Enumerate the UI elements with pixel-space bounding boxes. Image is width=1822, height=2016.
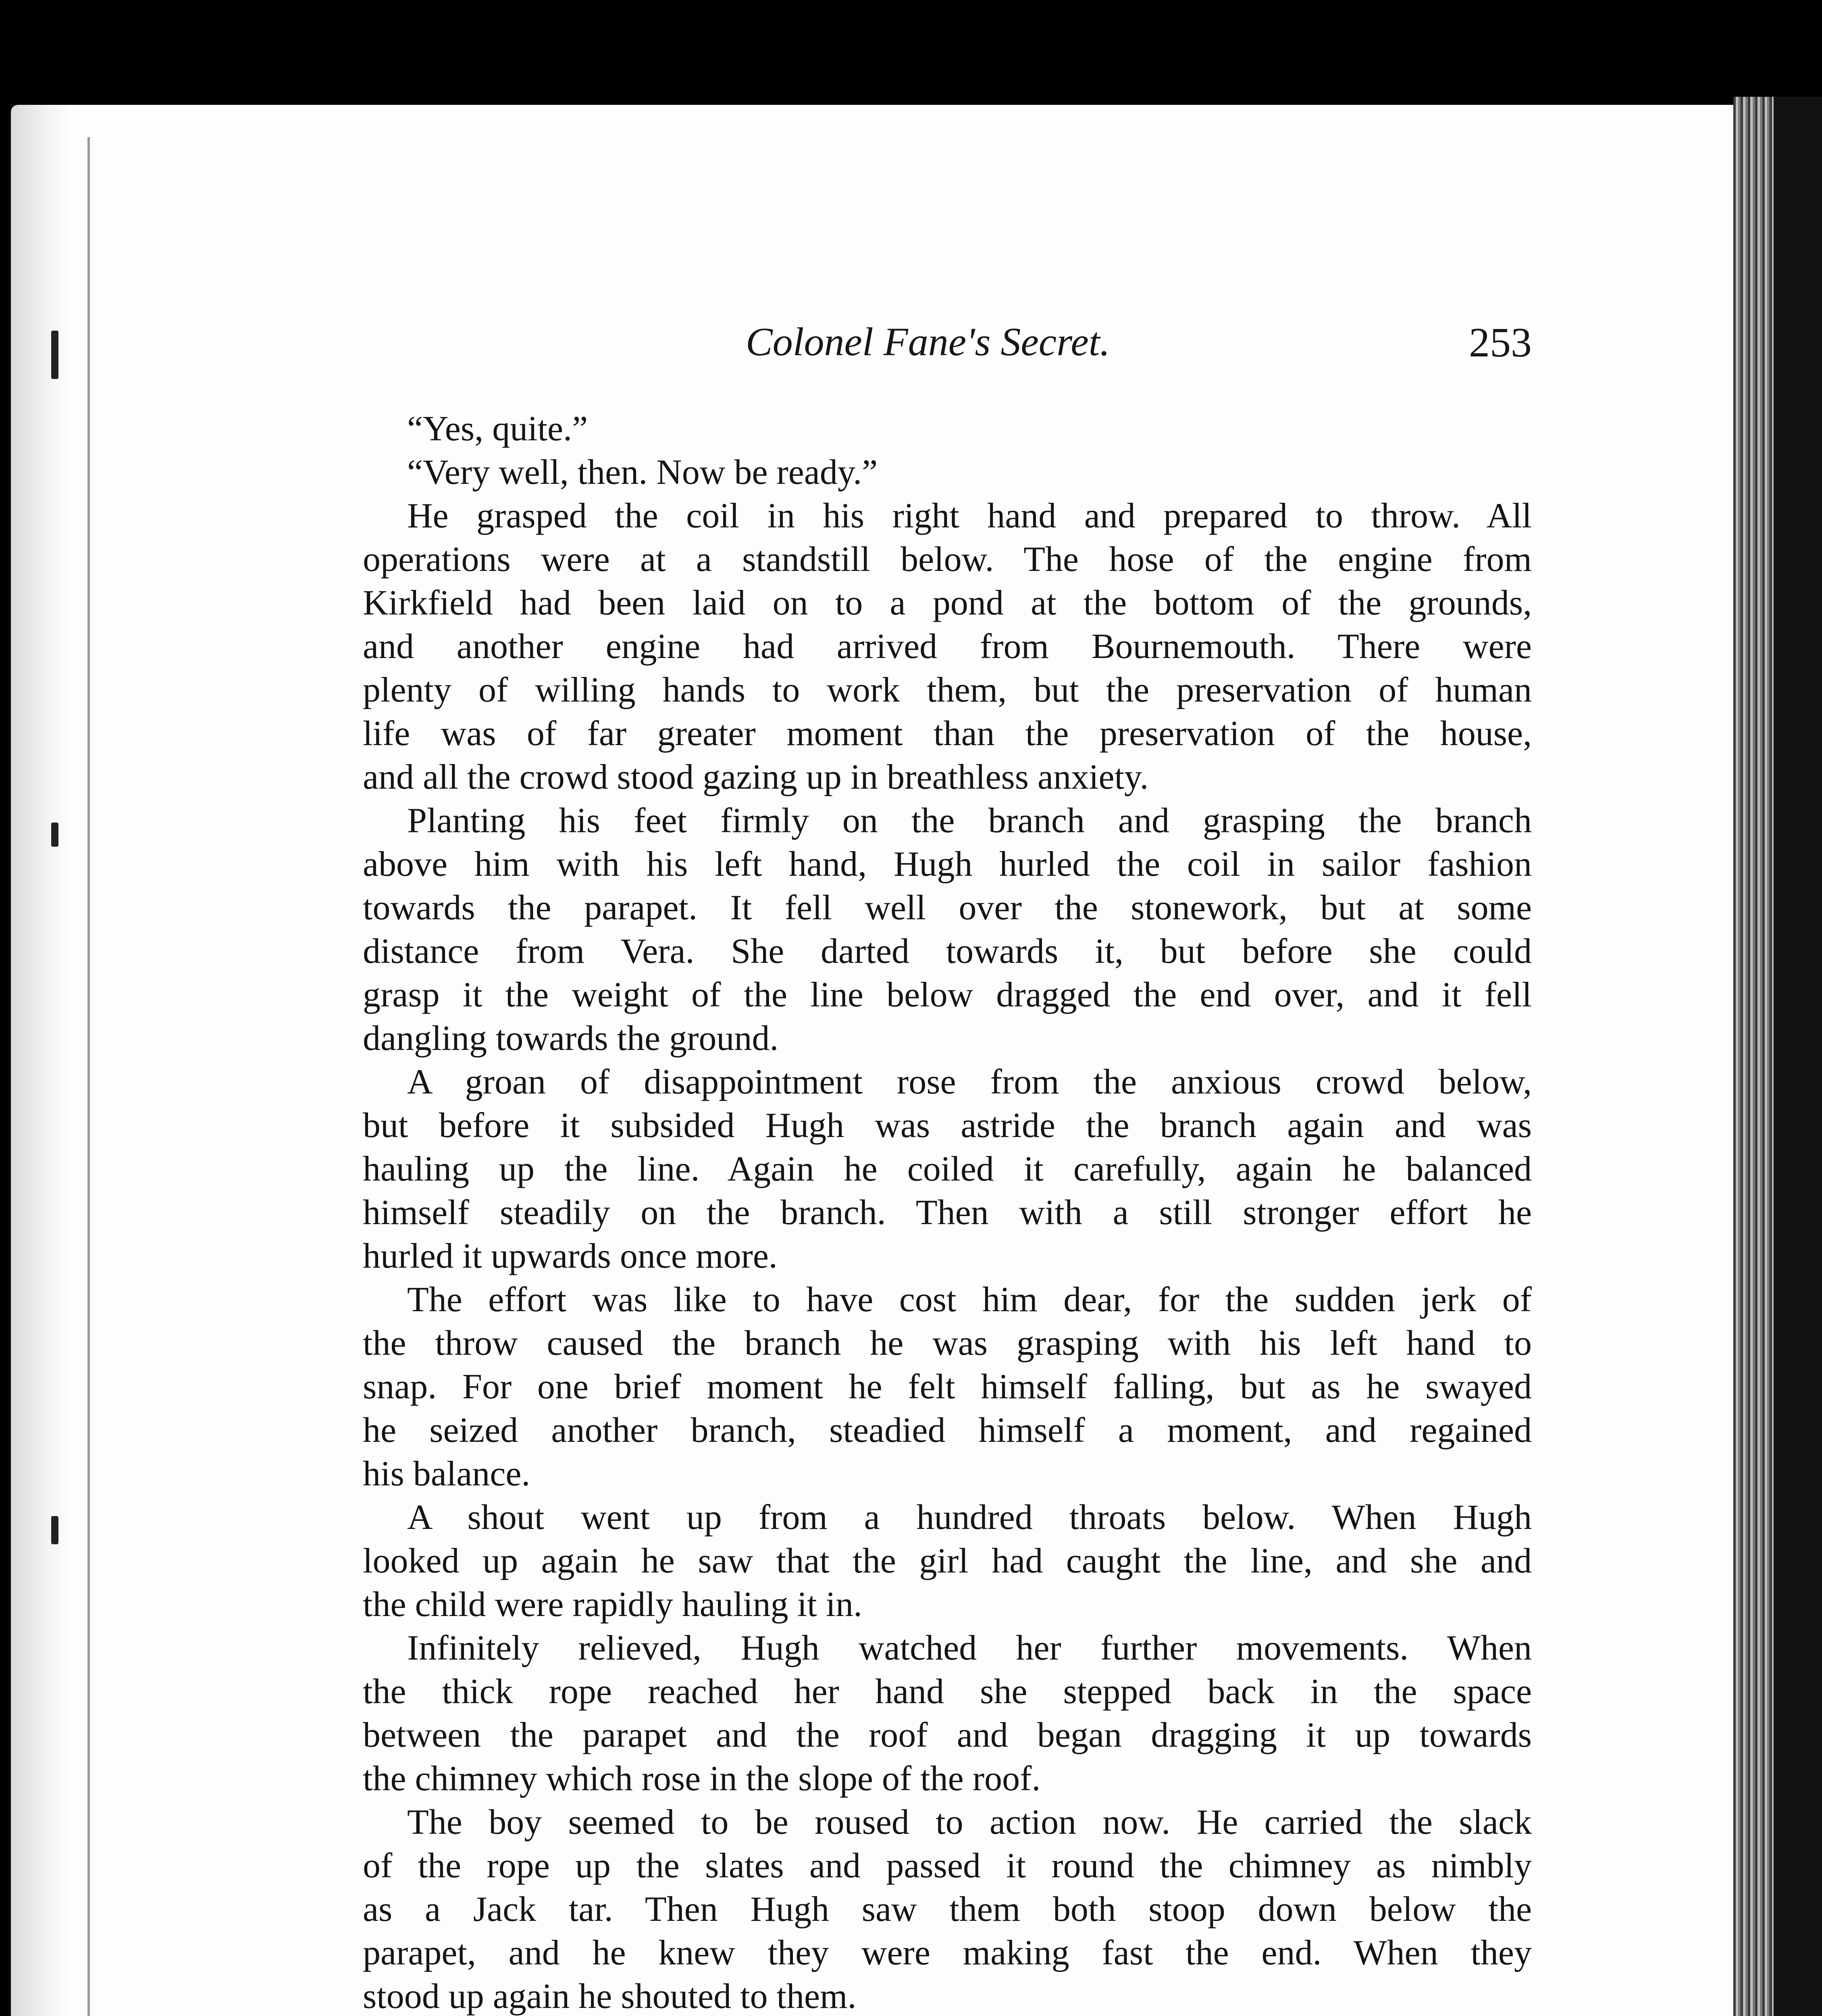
text-line: towards the parapet. It fell well over the stonework, but at some <box>363 888 1532 927</box>
text-line: plenty of willing hands to work them, but the preservation of human <box>363 671 1532 710</box>
text-line: A shout went up from a hundred throats below. When Hugh <box>407 1498 1532 1537</box>
text-line: and another engine had arrived from Bournemouth. There were <box>363 627 1532 666</box>
gutter-fold-line <box>87 137 90 2016</box>
text-line: “Very well, then. Now be ready.” <box>407 453 878 492</box>
text-line: Planting his feet firmly on the branch and grasping the branch <box>407 801 1532 840</box>
text-line: above him with his left hand, Hugh hurled the coil in sailor fashion <box>363 845 1532 884</box>
text-line: grasp it the weight of the line below dragged the end over, and it fell <box>363 975 1532 1014</box>
text-line: hauling up the line. Again he coiled it carefully, again he balanced <box>363 1150 1532 1189</box>
text-line: as a Jack tar. Then Hugh saw them both stoop down below the <box>363 1890 1532 1929</box>
text-line: but before it subsided Hugh was astride the branch again and was <box>363 1106 1532 1145</box>
text-line: He grasped the coil in his right hand and prepared to throw. All <box>407 496 1532 535</box>
text-line: operations were at a standstill below. The hose of the engine from <box>363 540 1532 579</box>
body-text <box>363 407 1532 2016</box>
text-line: parapet, and he knew they were making fast the end. When they <box>363 1933 1532 1972</box>
page-gutter-shadow <box>11 105 71 2016</box>
text-line: Kirkfield had been laid on to a pond at the bottom of the grounds, <box>363 583 1532 623</box>
running-head-title: Colonel Fane's Secret. <box>746 319 1110 364</box>
text-line: and all the crowd stood gazing up in breathless anxiety. <box>363 758 1149 797</box>
text-line: his balance. <box>363 1454 530 1493</box>
text-line: stood up again he shouted to them. <box>363 1977 857 2016</box>
text-line: The boy seemed to be roused to action now. He carried the slack <box>407 1803 1532 1842</box>
page-edge-stack <box>1733 97 1774 2016</box>
binding-mark <box>51 331 58 379</box>
text-line: snap. For one brief moment he felt himself falling, but as he swayed <box>363 1367 1532 1406</box>
text-line: between the parapet and the roof and began dragging it up towards <box>363 1716 1532 1755</box>
text-line: he seized another branch, steadied himself a moment, and regained <box>363 1411 1532 1450</box>
text-line: of the rope up the slates and passed it round the chimney as nimbly <box>363 1846 1532 1885</box>
text-line: Infinitely relieved, Hugh watched her further movements. When <box>407 1629 1532 1668</box>
text-line: The effort was like to have cost him dear, for the sudden jerk of <box>407 1280 1532 1319</box>
text-line: hurled it upwards once more. <box>363 1237 778 1276</box>
text-line: the throw caused the branch he was grasping with his left hand to <box>363 1324 1532 1363</box>
text-line: A groan of disappointment rose from the anxious crowd below, <box>407 1062 1532 1102</box>
text-line: himself steadily on the branch. Then with a still stronger effort he <box>363 1193 1532 1232</box>
text-line: the child were rapidly hauling it in. <box>363 1585 863 1624</box>
running-head <box>363 319 1532 367</box>
text-line: life was of far greater moment than the preservation of the house, <box>363 714 1532 753</box>
scan-border <box>1774 97 1822 2016</box>
binding-mark <box>51 823 58 847</box>
binding-mark <box>51 1516 58 1544</box>
text-line: the chimney which rose in the slope of the roof. <box>363 1759 1041 1798</box>
text-line: “Yes, quite.” <box>407 409 588 448</box>
text-line: distance from Vera. She darted towards it, but before she could <box>363 932 1532 971</box>
text-line: looked up again he saw that the girl had caught the line, and she and <box>363 1541 1532 1581</box>
page-number: 253 <box>1469 319 1532 366</box>
text-line: the thick rope reached her hand she stepped back in the space <box>363 1672 1532 1711</box>
text-line: dangling towards the ground. <box>363 1019 779 1058</box>
